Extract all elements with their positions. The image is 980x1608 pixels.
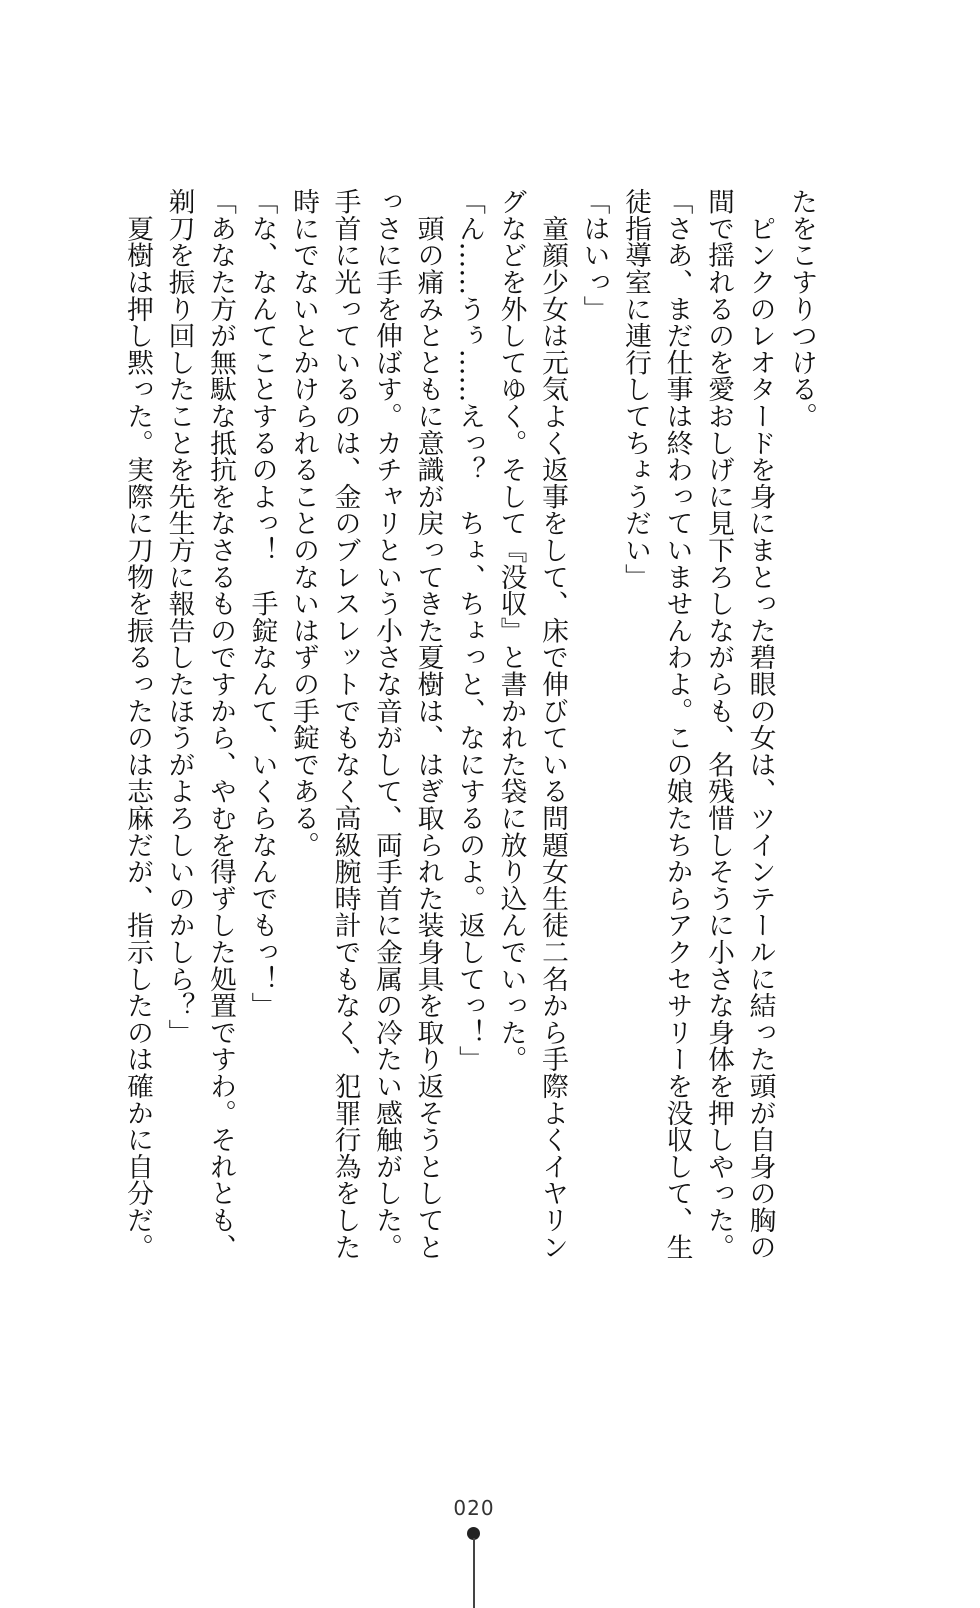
text-line: 時にでないとかけられることのないはずの手錠である。 — [288, 188, 319, 858]
text-line: 「はいっ」 — [578, 188, 610, 322]
folio-line-ornament — [473, 1538, 475, 1608]
text-line: 間で揺れるのを愛おしげに見下ろしながらも、名残惜しそうに小さな身体を押しやった。 — [703, 188, 734, 1260]
text-line: 「な、なんてことするのよっ！ 手錠なんて、いくらなんでもっ！」 — [246, 188, 278, 1019]
page-number: 020 — [453, 1496, 495, 1520]
text-line: 徒指導室に連行してちょうだい」 — [620, 188, 651, 590]
body-text — [117, 188, 823, 1268]
text-line: グなどを外してゆく。そして『没収』と書かれた袋に放り込んでいった。 — [495, 188, 527, 1073]
text-line: ピンクのレオタードを身にまとった碧眼の女は、ツインテールに結った頭が自身の胸の — [744, 188, 776, 1260]
text-line: 「あなた方が無駄な抵抗をなさるものですから、やむを得ずした処置ですわ。それとも、 — [205, 188, 236, 1260]
text-line: 夏樹は押し黙った。実際に刀物を振るったのは志麻だが、指示したのは確かに自分だ。 — [122, 188, 153, 1260]
text-line: っさに手を伸ばす。カチャリという小さな音がして、両手首に金属の冷たい感触がした。 — [371, 188, 402, 1260]
text-line: 手首に光っているのは、金のブレスレットでもなく高級腕時計でもなく、犯罪行為をした — [329, 188, 361, 1260]
text-line: 「さあ、まだ仕事は終わっていませんわよ。この娘たちからアクセサリーを没収して、生 — [661, 188, 693, 1260]
text-line: 剃刀を振り回したことを先生方に報告したほうがよろしいのかしら？」 — [163, 188, 195, 1046]
text-line: 頭の痛みとともに意識が戻ってきた夏樹は、はぎ取られた装身具を取り返そうとしてと — [412, 188, 444, 1260]
text-line: 「ん……うぅ……えっ？ ちょ、ちょっと、なにするのよ。返してっ！」 — [454, 188, 485, 1073]
text-line: たをこすりつける。 — [786, 188, 817, 430]
text-line: 童顔少女は元気よく返事をして、床で伸びている問題女生徒二名から手際よくイヤリン — [537, 188, 568, 1260]
